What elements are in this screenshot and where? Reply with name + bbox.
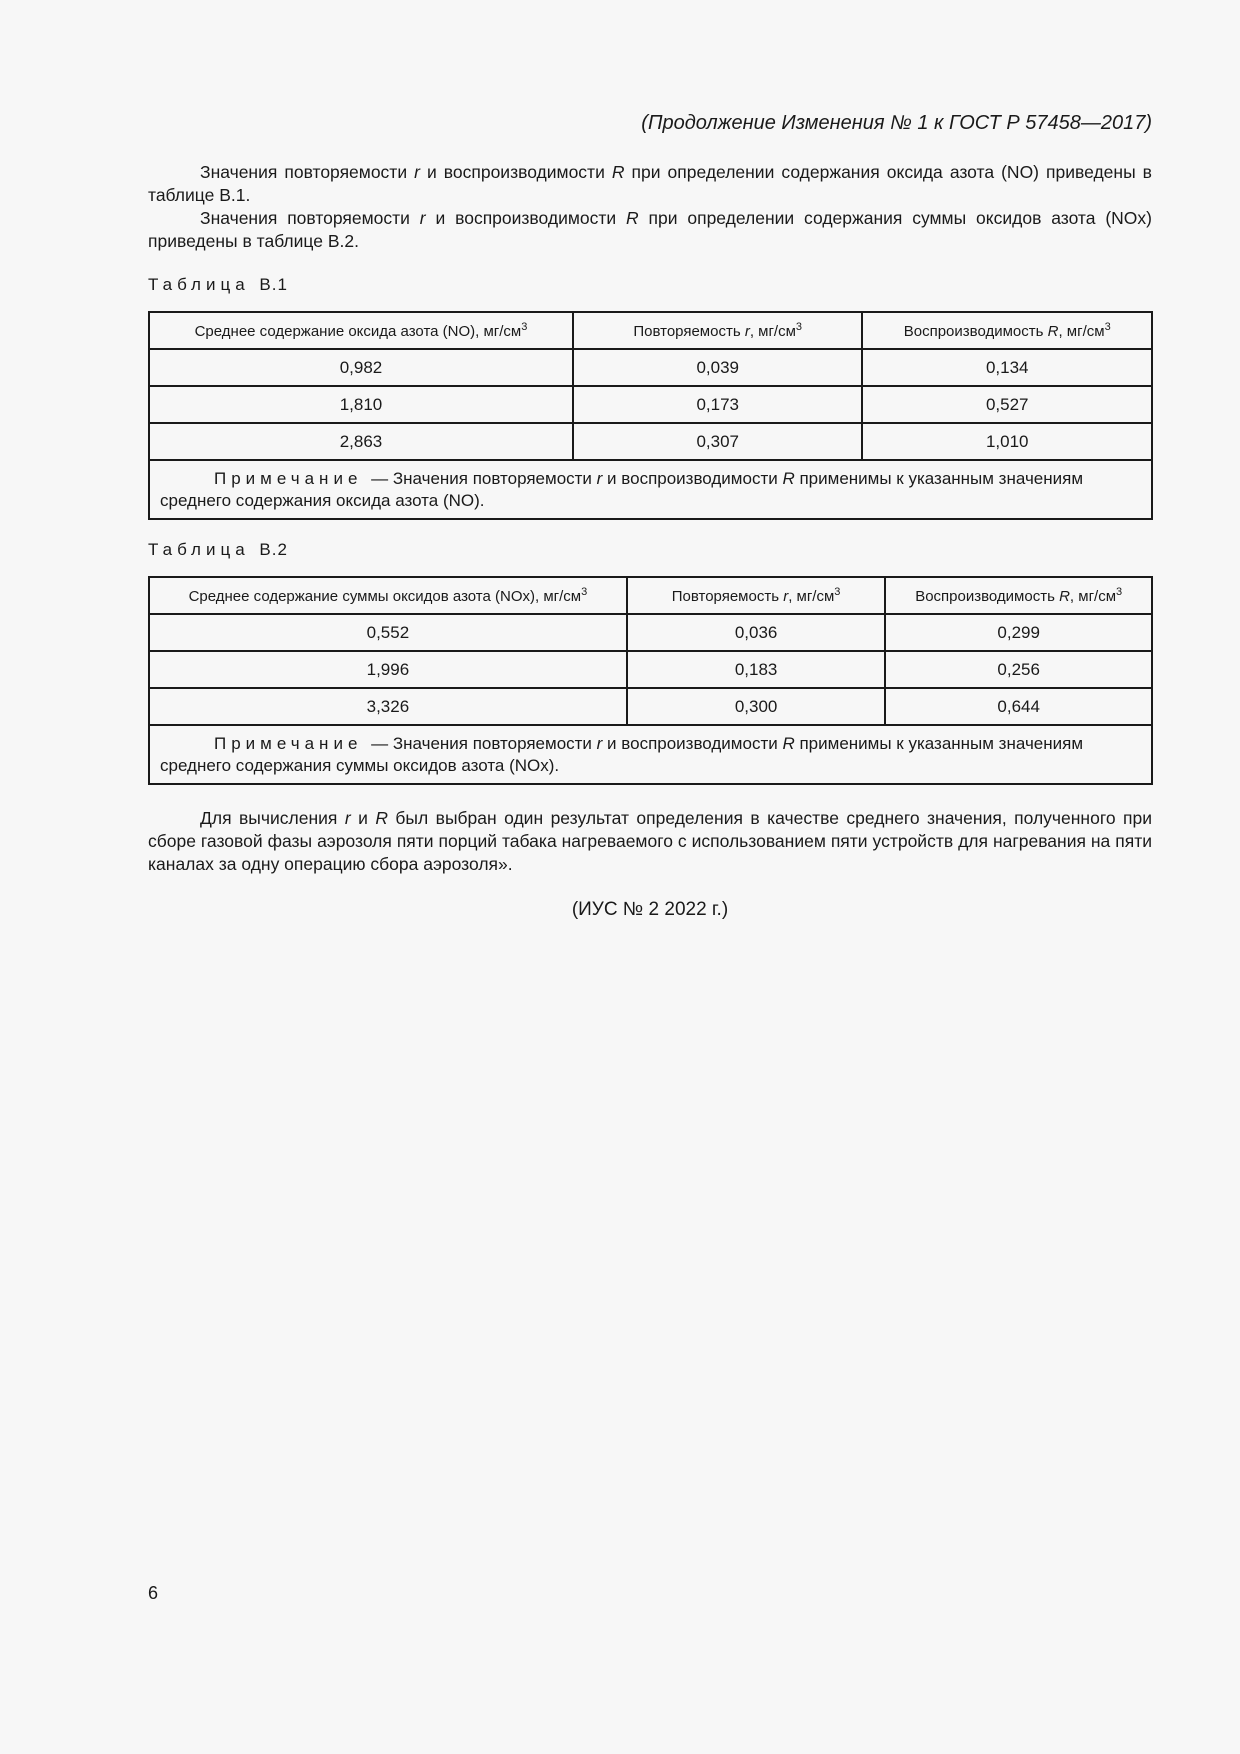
table-1-caption: Таблица В.1 bbox=[148, 275, 288, 294]
table-note-row bbox=[149, 725, 1152, 784]
table-note: Примечание — Значения повторяемости r и воспроизводимости R применимы к указанным значениям среднего содержания оксида азота (NO). bbox=[149, 460, 1152, 519]
table-cell: 0,300 bbox=[627, 688, 886, 725]
table-cell: 0,183 bbox=[627, 651, 886, 688]
table-cell: 0,173 bbox=[573, 386, 862, 423]
table-cell: 0,552 bbox=[149, 614, 627, 651]
table-cell: 0,982 bbox=[149, 349, 573, 386]
ius-reference: (ИУС № 2 2022 г.) bbox=[571, 899, 729, 920]
table-cell: 1,810 bbox=[149, 386, 573, 423]
column-header-mean: Среднее содержание суммы оксидов азота (NOx), $мг/см^3$ bbox=[149, 577, 627, 614]
intro-text bbox=[148, 161, 1152, 253]
table-cell: 0,256 bbox=[885, 651, 1152, 688]
column-header-reproducibility: Воспроизводимость R, $мг/см^3$ bbox=[885, 577, 1152, 614]
table-cell: 0,644 bbox=[885, 688, 1152, 725]
intro-paragraph-1: Значения повторяемости r и воспроизводимости R при определении содержания оксида азота (NO) приведены в таблице В.1. bbox=[148, 162, 1152, 205]
table-row bbox=[149, 349, 1152, 386]
table-row bbox=[149, 386, 1152, 423]
table-cell: 3,326 bbox=[149, 688, 627, 725]
table-row bbox=[149, 651, 1152, 688]
table-2 bbox=[148, 576, 1153, 785]
table-cell: 0,307 bbox=[573, 423, 862, 460]
table-cell: 0,134 bbox=[862, 349, 1152, 386]
table-row bbox=[149, 688, 1152, 725]
table-header-row bbox=[149, 312, 1152, 349]
table-cell: 0,039 bbox=[573, 349, 862, 386]
table-header-row bbox=[149, 577, 1152, 614]
column-header-repeatability: Повторяемость r, $мг/см^3$ bbox=[627, 577, 886, 614]
closing-paragraph: Для вычисления r и R был выбран один результат определения в качестве среднего значения, полученного при сборе газовой фазы аэрозоля пяти порций табака нагреваемого с использованием пяти устройств для нагревания на пяти каналах за одну операцию сбора аэрозоля». bbox=[148, 808, 1152, 874]
page-number: 6 bbox=[148, 1583, 159, 1603]
intro-paragraph-2: Значения повторяемости r и воспроизводимости R при определении содержания суммы оксидов азота (NOx) приведены в таблице В.2. bbox=[148, 208, 1152, 251]
page-header: (Продолжение Изменения № 1 к ГОСТ Р 57458—2017) bbox=[641, 112, 1152, 134]
table-cell: 0,299 bbox=[885, 614, 1152, 651]
table-cell: 1,010 bbox=[862, 423, 1152, 460]
column-header-reproducibility: Воспроизводимость R, $мг/см^3$ bbox=[862, 312, 1152, 349]
table-row bbox=[149, 423, 1152, 460]
table-cell: 0,527 bbox=[862, 386, 1152, 423]
table-row bbox=[149, 614, 1152, 651]
column-header-mean: Среднее содержание оксида азота (NO), $мг/см^3$ bbox=[149, 312, 573, 349]
table-cell: 0,036 bbox=[627, 614, 886, 651]
column-header-repeatability: Повторяемость r, $мг/см^3$ bbox=[573, 312, 862, 349]
table-cell: 1,996 bbox=[149, 651, 627, 688]
table-1 bbox=[148, 311, 1153, 520]
table-note: Примечание — Значения повторяемости r и воспроизводимости R применимы к указанным значениям среднего содержания суммы оксидов азота (NOx). bbox=[149, 725, 1152, 784]
table-cell: 2,863 bbox=[149, 423, 573, 460]
table-note-row bbox=[149, 460, 1152, 519]
table-2-caption: Таблица В.2 bbox=[148, 540, 288, 559]
